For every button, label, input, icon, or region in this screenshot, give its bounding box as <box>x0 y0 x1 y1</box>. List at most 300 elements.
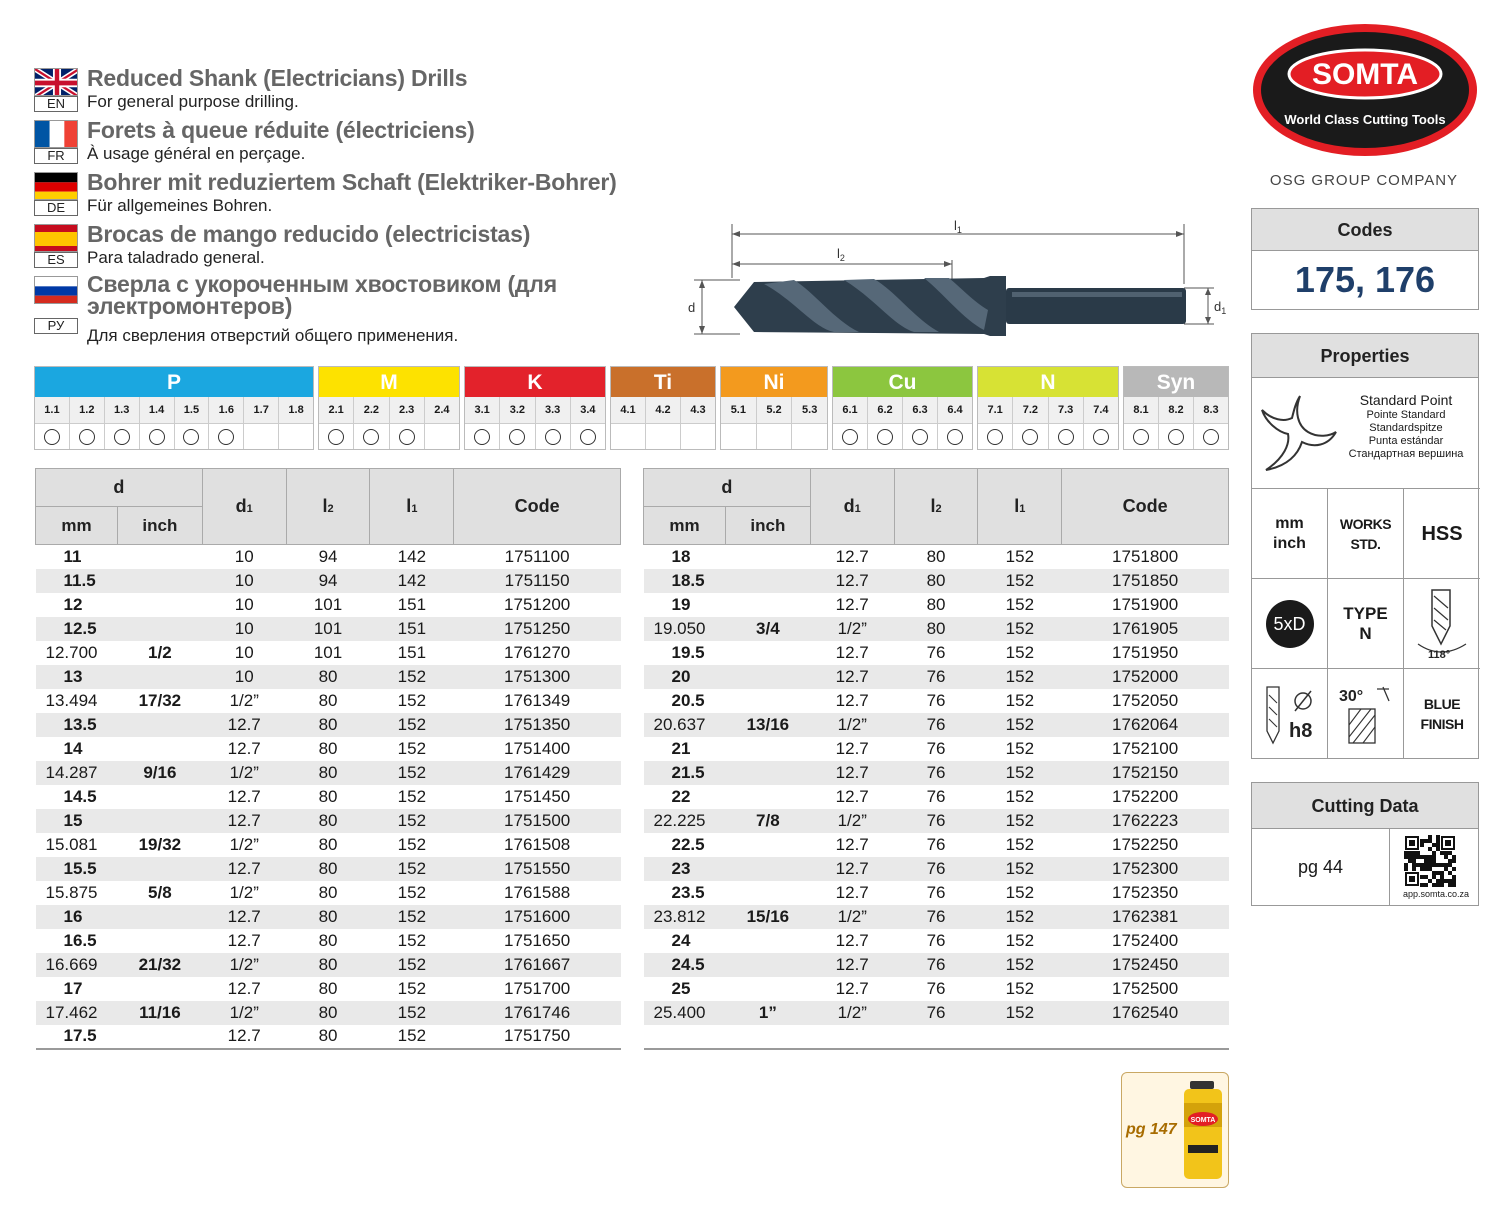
material-suitability-cell <box>319 424 354 449</box>
material-group-label: P <box>35 367 313 397</box>
cell-l1: 152 <box>978 569 1062 593</box>
cell-inch <box>725 857 810 881</box>
uk-flag-icon <box>34 68 78 96</box>
cell-d1: 12.7 <box>202 857 286 881</box>
cell-inch <box>725 881 810 905</box>
product-title: Forets à queue réduite (électriciens) <box>87 117 475 143</box>
cell-inch <box>725 545 810 569</box>
material-suitability-cell <box>792 424 827 449</box>
suitable-circle-icon <box>183 429 199 445</box>
cell-mm: 25 <box>671 978 691 998</box>
material-suitability-cell <box>903 424 938 449</box>
cell-l2: 80 <box>318 930 338 950</box>
property-grid <box>1252 488 1478 758</box>
cell-l2: 80 <box>318 738 338 758</box>
col-header-mm: mm <box>644 507 726 545</box>
point-angle-label: 118° <box>1428 648 1451 661</box>
cell-mm: 14.5 <box>63 786 97 806</box>
cell-d1: 10 <box>234 594 254 614</box>
cell-mm: 20.5 <box>671 690 705 710</box>
language-code: ES <box>34 252 78 268</box>
material-subgroup-label: 1.7 <box>244 397 279 423</box>
material-group-syn <box>1123 366 1229 450</box>
material-subgroup-label: 4.3 <box>690 404 706 416</box>
cell-inch: 3/4 <box>725 617 810 641</box>
cell-d1: 1/2” <box>229 834 259 854</box>
material-subgroup-label: 8.3 <box>1203 404 1219 416</box>
cell-inch <box>117 809 202 833</box>
cell-mm: 25.400 <box>644 1001 726 1025</box>
suitable-circle-icon <box>399 429 415 445</box>
cell-inch: 11/16 <box>117 1001 202 1025</box>
cell-mm: 15.875 <box>45 882 98 902</box>
cell-d1: 12.7 <box>227 978 261 998</box>
material-suitability-cell <box>1194 424 1228 449</box>
drill-diagram <box>684 210 1244 350</box>
cell-inch <box>725 761 810 785</box>
size-table-left <box>35 468 621 1050</box>
suitable-circle-icon <box>363 429 379 445</box>
cell-d1: 12.7 <box>835 690 869 710</box>
suitable-circle-icon <box>1058 429 1074 445</box>
cell-mm: 16.669 <box>36 953 118 977</box>
cell-inch: 17/32 <box>138 690 182 710</box>
suitable-circle-icon <box>580 429 596 445</box>
cell-mm: 15.081 <box>45 834 98 854</box>
table-row <box>644 953 1229 977</box>
cell-code: 1752000 <box>1062 665 1229 689</box>
cell-inch <box>725 569 810 593</box>
table-row <box>36 689 621 713</box>
cell-d1: 12.7 <box>835 786 869 806</box>
cell-mm: 13 <box>36 665 118 689</box>
material-suitability-cell <box>425 424 459 449</box>
cell-mm: 19.050 <box>644 617 726 641</box>
cell-d1: 12.7 <box>810 761 894 785</box>
cell-d1: 12.7 <box>835 738 869 758</box>
cell-l1: 152 <box>370 713 454 737</box>
material-suitability-cell <box>978 424 1013 449</box>
type-n-cell: TYPE N <box>1328 578 1404 668</box>
cell-l2: 80 <box>286 1025 370 1049</box>
cell-l2: 80 <box>926 546 946 566</box>
cell-inch <box>725 593 810 617</box>
cell-code: 1751300 <box>454 665 621 689</box>
logo-brand: SOMTA <box>1311 58 1419 91</box>
table-row <box>644 857 1229 881</box>
point-fr: Pointe Standard <box>1366 409 1446 421</box>
table-row <box>36 737 621 761</box>
cell-inch <box>725 737 810 761</box>
material-subgroup-label: 8.1 <box>1124 397 1159 423</box>
suitable-circle-icon <box>328 429 344 445</box>
cell-inch <box>725 689 810 713</box>
suitable-circle-icon <box>79 429 95 445</box>
cell-l2: 80 <box>318 882 338 902</box>
col-header-l2: l2 <box>286 469 370 545</box>
cell-code: 1751800 <box>1112 546 1179 566</box>
cell-d1: 1/2” <box>229 690 259 710</box>
cell-mm: 20 <box>644 665 726 689</box>
cell-code: 1762064 <box>1062 713 1229 737</box>
product-title: Reduced Shank (Electricians) Drills <box>87 65 468 91</box>
cell-mm: 22.5 <box>671 834 705 854</box>
col-header-d1: d1 <box>202 469 286 545</box>
properties-panel <box>1251 333 1479 759</box>
table-row <box>36 569 621 593</box>
cell-inch <box>117 737 202 761</box>
cell-l1: 152 <box>370 1025 454 1049</box>
table-row <box>36 1001 621 1025</box>
material-group-label: K <box>465 367 605 397</box>
france-flag-icon <box>34 120 78 148</box>
cell-inch: 5/8 <box>148 882 172 902</box>
cell-d1: 1/2” <box>229 882 259 902</box>
cell-mm: 21.5 <box>644 761 726 785</box>
cell-code: 1751250 <box>454 617 621 641</box>
cell-l1: 152 <box>978 617 1062 641</box>
table-row <box>644 545 1229 569</box>
language-row-3 <box>34 220 674 272</box>
cell-code: 1761588 <box>504 882 571 902</box>
cutting-fluid-reference[interactable] <box>1121 1072 1229 1188</box>
material-subgroup-label: 4.2 <box>646 397 681 423</box>
codes-panel <box>1251 208 1479 310</box>
col-header-inch: inch <box>725 507 810 545</box>
cell-d1: 1/2” <box>810 713 894 737</box>
cell-mm: 21 <box>671 738 691 758</box>
material-group-n <box>977 366 1119 450</box>
cell-l2: 80 <box>286 1001 370 1025</box>
material-suitability-cell <box>1159 424 1194 449</box>
table-row-empty <box>644 1025 1229 1049</box>
cell-l1: 152 <box>370 905 454 929</box>
cell-d1: 10 <box>202 665 286 689</box>
cell-mm: 13.494 <box>45 690 98 710</box>
codes-title: Codes <box>1252 209 1478 251</box>
cell-l2: 80 <box>286 809 370 833</box>
cell-inch: 15/16 <box>725 905 810 929</box>
cell-inch <box>117 569 202 593</box>
material-suitability-cell <box>279 424 313 449</box>
cell-mm: 22.225 <box>644 809 726 833</box>
table-row <box>644 593 1229 617</box>
blue-finish-cell: BLUE FINISH <box>1404 668 1480 758</box>
d-label: d <box>688 300 696 315</box>
material-subgroup-label: 2.3 <box>390 397 425 423</box>
suitable-circle-icon <box>1133 429 1149 445</box>
col-header-l1: l1 <box>370 469 454 545</box>
cell-code: 1751900 <box>1112 594 1179 614</box>
cell-code: 1751700 <box>504 978 571 998</box>
material-subgroup-label: 5.1 <box>721 397 757 423</box>
cell-d1: 12.7 <box>202 905 286 929</box>
product-subtitle: À usage général en perçage. <box>87 144 306 163</box>
cell-l1: 152 <box>370 953 454 977</box>
cell-l2: 101 <box>313 642 343 662</box>
suitable-circle-icon <box>877 429 893 445</box>
cell-mm: 23.5 <box>671 882 705 902</box>
material-suitability-cell <box>536 424 571 449</box>
cell-mm: 16.5 <box>63 930 97 950</box>
cell-l2: 80 <box>894 569 978 593</box>
suitable-circle-icon <box>44 429 60 445</box>
material-subgroup-label: 3.4 <box>580 404 596 416</box>
point-es: Punta estándar <box>1368 435 1444 447</box>
cutting-fluid-can-icon <box>1180 1079 1226 1183</box>
table-row <box>644 689 1229 713</box>
cell-mm: 17.462 <box>36 1001 118 1025</box>
cell-code: 1751750 <box>454 1025 621 1049</box>
cell-l1: 151 <box>397 642 427 662</box>
cell-code: 1752200 <box>1112 786 1179 806</box>
cell-code: 1751950 <box>1112 642 1179 662</box>
cell-mm: 18 <box>671 546 691 566</box>
cell-code: 1761667 <box>454 953 621 977</box>
cell-inch: 1/2 <box>148 642 172 662</box>
suitable-circle-icon <box>218 429 234 445</box>
cell-mm: 14.287 <box>36 761 118 785</box>
cell-l1: 152 <box>1005 882 1035 902</box>
cutting-data-url[interactable]: app.somta.co.za <box>1402 889 1470 899</box>
point-de: Standardspitze <box>1369 422 1443 434</box>
cell-l1: 152 <box>397 738 427 758</box>
osg-group-label: OSG GROUP COMPANY <box>1269 172 1459 189</box>
cell-mm: 15 <box>36 809 118 833</box>
material-subgroup-label: 6.4 <box>947 404 963 416</box>
material-suitability-cell <box>571 424 605 449</box>
cell-l2: 76 <box>894 713 978 737</box>
material-suitability-cell <box>868 424 903 449</box>
language-code: DE <box>34 200 78 216</box>
material-suitability-cell <box>1013 424 1048 449</box>
cutting-data-page[interactable]: pg 44 <box>1252 829 1390 905</box>
cutting-fluid-page: pg 147 <box>1126 1121 1177 1138</box>
material-suitability-cell <box>105 424 140 449</box>
cell-d1: 12.7 <box>835 594 869 614</box>
cell-l2: 76 <box>926 642 946 662</box>
material-suitability-cell <box>1049 424 1084 449</box>
material-subgroup-label: 7.4 <box>1093 404 1109 416</box>
cell-d1: 10 <box>234 642 254 662</box>
table-row <box>644 569 1229 593</box>
cell-l2: 76 <box>926 930 946 950</box>
cell-d1: 1/2” <box>810 905 894 929</box>
col-header-d1: d1 <box>810 469 894 545</box>
cell-d1: 12.7 <box>835 930 869 950</box>
product-title: Сверла с укороченным хвостовиком (для электромонтеров) <box>87 271 557 319</box>
table-row <box>36 713 621 737</box>
cell-code: 1762223 <box>1062 809 1229 833</box>
material-suitability-cell <box>938 424 972 449</box>
cell-l1: 152 <box>370 1001 454 1025</box>
table-row <box>644 761 1229 785</box>
material-group-m <box>318 366 460 450</box>
table-row <box>644 833 1229 857</box>
material-group-k <box>464 366 606 450</box>
product-subtitle: Für allgemeines Bohren. <box>87 196 273 215</box>
cell-l2: 80 <box>926 594 946 614</box>
cell-d1: 1/2” <box>202 761 286 785</box>
material-suitability-cell <box>1124 424 1159 449</box>
point-angle-icon <box>1410 586 1474 662</box>
material-subgroup-label: 6.3 <box>903 397 938 423</box>
material-subgroup-label: 2.4 <box>434 404 450 416</box>
cell-code: 1751350 <box>454 713 621 737</box>
cell-mm: 11 <box>63 546 82 566</box>
table-row <box>36 881 621 905</box>
table-row <box>644 641 1229 665</box>
material-subgroup-label: 3.2 <box>500 397 535 423</box>
material-suitability-cell <box>35 424 70 449</box>
cell-l1: 152 <box>978 713 1062 737</box>
suitable-circle-icon <box>1168 429 1184 445</box>
cell-l1: 152 <box>978 809 1062 833</box>
material-group-label: Ti <box>611 367 715 397</box>
product-subtitle: For general purpose drilling. <box>87 92 299 111</box>
size-table-right <box>643 468 1229 1050</box>
col-header-code: Code <box>1062 469 1229 545</box>
cell-code: 1752050 <box>1112 690 1179 710</box>
material-subgroup-label: 3.1 <box>465 397 500 423</box>
table-row <box>36 761 621 785</box>
product-subtitle: Для сверления отверстий общего применения. <box>87 326 459 345</box>
material-suitability-cell <box>721 424 757 449</box>
cell-inch <box>725 977 810 1001</box>
works-std-cell: WORKS STD. <box>1328 488 1404 578</box>
cell-mm: 12.5 <box>36 617 118 641</box>
cutting-data-title: Cutting Data <box>1252 783 1478 829</box>
material-suitability-cell <box>244 424 279 449</box>
table-row <box>644 713 1229 737</box>
material-suitability-cell <box>757 424 793 449</box>
col-header-mm: mm <box>36 507 118 545</box>
cutting-data-panel <box>1251 782 1479 906</box>
cell-code: 1751650 <box>504 930 571 950</box>
table-row <box>36 929 621 953</box>
table-row <box>36 977 621 1001</box>
material-subgroup-label: 1.2 <box>70 397 105 423</box>
cell-l1: 152 <box>370 665 454 689</box>
language-code: EN <box>34 96 78 112</box>
table-row <box>36 953 621 977</box>
table-row <box>36 809 621 833</box>
length-5xd-badge: 5xD <box>1266 600 1314 648</box>
cell-inch <box>725 833 810 857</box>
germany-flag-icon <box>34 172 78 200</box>
cell-code: 1762381 <box>1062 905 1229 929</box>
language-row-4 <box>34 272 674 352</box>
cell-l2: 76 <box>926 690 946 710</box>
cell-mm: 11.5 <box>36 569 118 593</box>
material-suitability-cell <box>70 424 105 449</box>
cell-d1: 1/2” <box>810 809 894 833</box>
material-subgroup-label: 3.3 <box>536 397 571 423</box>
cell-l2: 80 <box>286 665 370 689</box>
material-group-label: N <box>978 367 1118 397</box>
cell-d1: 12.7 <box>202 1025 286 1049</box>
cell-inch <box>117 593 202 617</box>
l1-label: $l_1$ <box>954 218 962 235</box>
cell-l2: 80 <box>318 978 338 998</box>
cell-l1: 152 <box>370 761 454 785</box>
cell-l1: 152 <box>370 857 454 881</box>
codes-value: 175, 176 <box>1294 259 1436 300</box>
cell-l1: 152 <box>1005 690 1035 710</box>
cell-inch <box>725 641 810 665</box>
cell-inch <box>117 857 202 881</box>
material-suitability-cell <box>390 424 425 449</box>
cell-d1: 10 <box>202 617 286 641</box>
cell-l2: 76 <box>926 834 946 854</box>
cell-mm: 17 <box>63 978 83 998</box>
suitable-circle-icon <box>474 429 490 445</box>
cell-code: 1752250 <box>1112 834 1179 854</box>
material-subgroup-label: 5.2 <box>757 397 793 423</box>
cell-d1: 12.7 <box>202 809 286 833</box>
suitable-circle-icon <box>545 429 561 445</box>
cell-l1: 152 <box>978 857 1062 881</box>
cell-l1: 152 <box>1005 786 1035 806</box>
cell-d1: 1/2” <box>202 1001 286 1025</box>
material-suitability-cell <box>175 424 210 449</box>
spain-flag-icon <box>34 224 78 252</box>
cell-code: 1761508 <box>504 834 571 854</box>
cell-l1: 152 <box>978 905 1062 929</box>
somta-logo <box>1250 20 1480 160</box>
language-row-2 <box>34 168 674 220</box>
table-row <box>36 1025 621 1049</box>
cell-l1: 152 <box>1005 978 1035 998</box>
cell-inch <box>725 665 810 689</box>
material-group-ni <box>720 366 828 450</box>
cell-inch: 1” <box>725 1001 810 1025</box>
cell-inch <box>725 785 810 809</box>
product-title: Brocas de mango reducido (electricistas) <box>87 221 531 247</box>
table-body <box>36 545 621 1049</box>
material-group-label: Cu <box>833 367 972 397</box>
cell-l2: 76 <box>894 857 978 881</box>
qr-code-icon[interactable] <box>1404 835 1456 887</box>
cell-inch <box>117 665 202 689</box>
material-group-label: Ni <box>721 367 827 397</box>
suitable-circle-icon <box>987 429 1003 445</box>
suitable-circle-icon <box>114 429 130 445</box>
cell-l1: 152 <box>397 978 427 998</box>
cell-l1: 152 <box>370 809 454 833</box>
properties-title: Properties <box>1252 334 1478 378</box>
material-suitability-cell <box>646 424 681 449</box>
cell-code: 1761349 <box>504 690 571 710</box>
material-subgroup-label: 7.3 <box>1049 397 1084 423</box>
tolerance-label: h8 <box>1288 719 1312 742</box>
suitable-circle-icon <box>509 429 525 445</box>
cell-d1: 12.7 <box>835 642 869 662</box>
cell-code: 1752100 <box>1112 738 1179 758</box>
material-subgroup-label: 1.4 <box>140 397 175 423</box>
cell-d1: 1/2” <box>810 617 894 641</box>
russia-flag-icon <box>34 276 78 304</box>
table-row <box>36 833 621 857</box>
cell-l2: 76 <box>894 1001 978 1025</box>
cell-l1: 152 <box>397 834 427 854</box>
standard-point-cell <box>1252 378 1478 488</box>
cell-code: 1751600 <box>454 905 621 929</box>
cell-code: 1761746 <box>454 1001 621 1025</box>
suitable-circle-icon <box>947 429 963 445</box>
suitable-circle-icon <box>1022 429 1038 445</box>
material-subgroup-label: 2.1 <box>319 397 354 423</box>
